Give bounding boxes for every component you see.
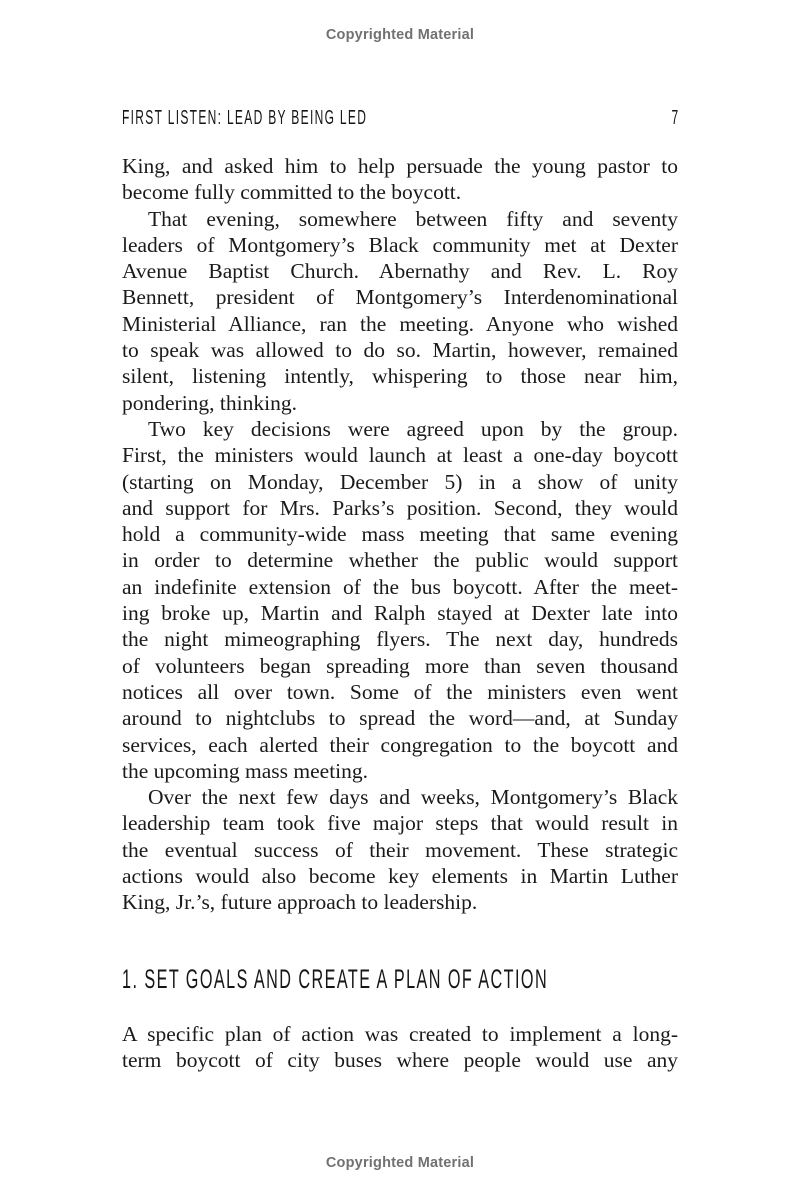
text-line: the night mimeographing flyers. The next day, hundreds xyxy=(122,627,678,652)
paragraph xyxy=(122,416,678,784)
copyright-notice-bottom: Copyrighted Material xyxy=(325,1155,475,1171)
text-line: actions would also become key elements in Martin Luther xyxy=(122,864,678,889)
text-line: (starting on Monday, December 5) in a show of unity xyxy=(122,469,678,494)
text-line: services, each alerted their congregation to the boycott and xyxy=(122,732,678,757)
text-line: of volunteers began spreading more than seven thousand xyxy=(122,653,678,678)
text-line: notices all over town. Some of the ministers even went xyxy=(122,679,678,704)
section-heading xyxy=(122,963,678,994)
text-line: the eventual success of their movement. These strategic xyxy=(122,837,678,862)
text-line: First, the ministers would launch at least a one-day boycott xyxy=(122,443,678,468)
text-line: silent, listening intently, whispering to those near him, xyxy=(122,364,678,389)
text-line: King, and asked him to help persuade the young pastor to xyxy=(122,154,678,178)
text-line: in order to determine whether the public would support xyxy=(122,548,678,573)
text-line: leadership team took five major steps that would result in xyxy=(122,811,678,836)
text-line: Ministerial Alliance, ran the meeting. Anyone who wished xyxy=(122,311,678,336)
paragraph xyxy=(122,784,678,915)
page-number: 7 xyxy=(671,107,678,129)
running-header xyxy=(122,107,678,130)
chapter-title: FIRST LISTEN: LEAD BY BEING LED xyxy=(122,107,368,129)
body-text xyxy=(122,153,678,1073)
text-line: become fully committed to the boycott. xyxy=(122,180,462,205)
text-line: to speak was allowed to do so. Martin, however, remained xyxy=(122,338,678,363)
text-line: Two key decisions were agreed upon by the group. xyxy=(148,416,678,441)
paragraph xyxy=(122,206,678,416)
text-line: term boycott of city buses where people would use any xyxy=(122,1047,678,1072)
paragraph xyxy=(122,153,678,206)
paragraph xyxy=(122,1021,678,1074)
copyright-notice-top: Copyrighted Material xyxy=(325,27,475,43)
text-line: Bennett, president of Montgomery’s Interdenominational xyxy=(122,285,678,310)
text-line: an indefinite extension of the bus boycott. After the meet- xyxy=(122,574,678,599)
section-heading-text: 1. SET GOALS AND CREATE A PLAN OF ACTION xyxy=(122,963,549,994)
text-line: around to nightclubs to spread the word—and, at Sunday xyxy=(122,706,678,731)
text-line: the upcoming mass meeting. xyxy=(122,758,369,783)
text-line: ing broke up, Martin and Ralph stayed at Dexter late into xyxy=(122,601,678,626)
text-line: Avenue Baptist Church. Abernathy and Rev. L. Roy xyxy=(122,259,678,284)
text-line: hold a community-wide mass meeting that same evening xyxy=(122,522,678,547)
text-line: King, Jr.’s, future approach to leadership. xyxy=(122,890,478,915)
text-line: Over the next few days and weeks, Montgomery’s Black xyxy=(148,785,678,810)
text-line: pondering, thinking. xyxy=(122,390,297,415)
text-line: That evening, somewhere between fifty and seventy xyxy=(148,206,678,231)
text-line: A specific plan of action was created to implement a long- xyxy=(122,1021,678,1046)
text-line: and support for Mrs. Parks’s position. Second, they would xyxy=(122,495,678,520)
text-line: leaders of Montgomery’s Black community met at Dexter xyxy=(122,232,678,257)
